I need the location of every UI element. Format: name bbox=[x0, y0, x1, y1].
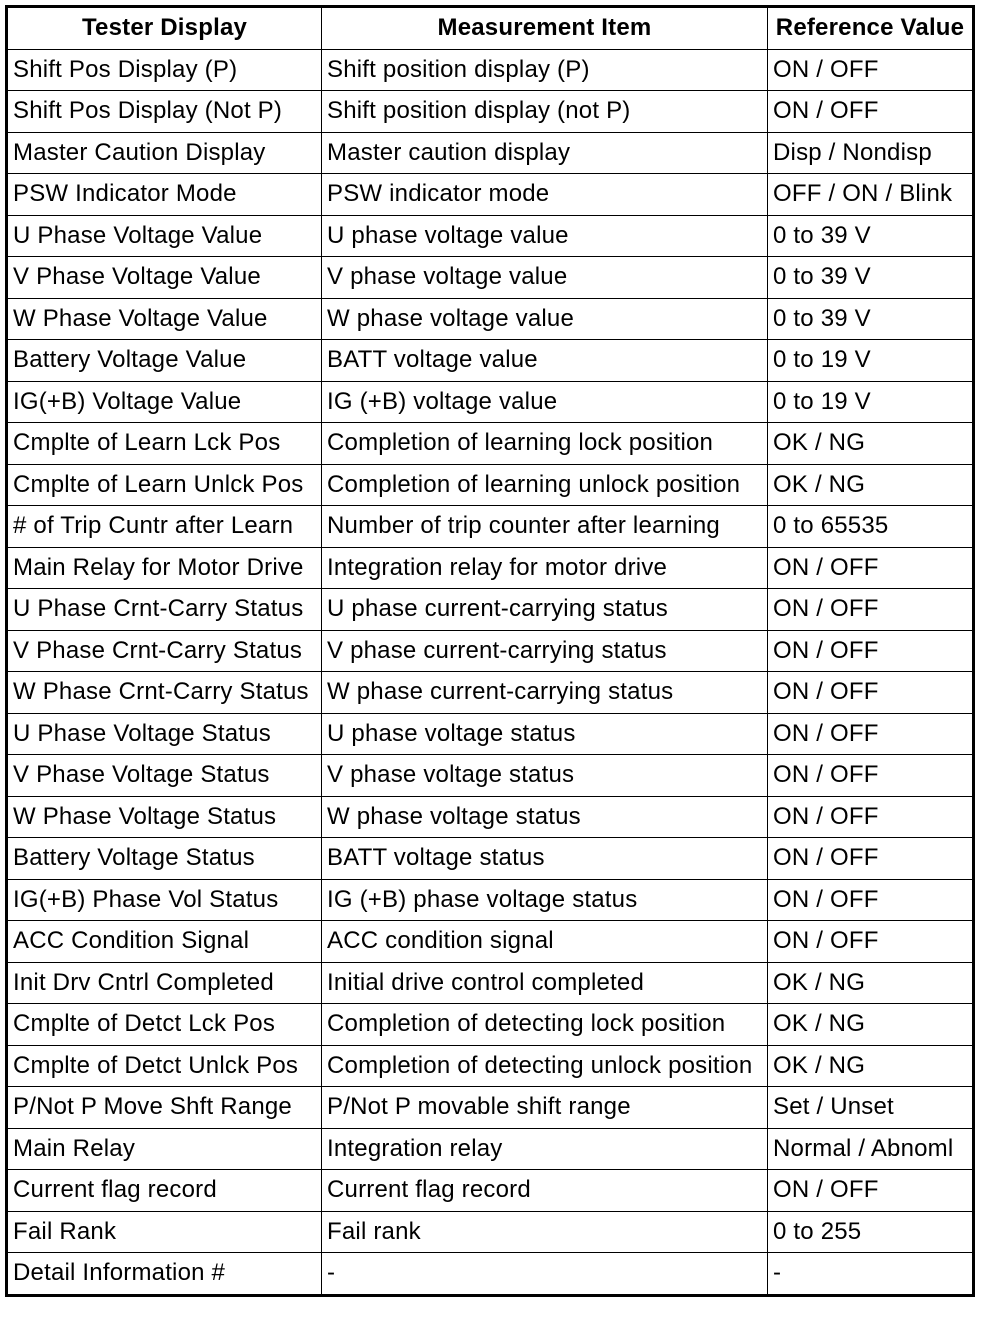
tester-display-cell: U Phase Crnt-Carry Status bbox=[7, 589, 322, 631]
reference-value-cell: 0 to 19 V bbox=[768, 381, 974, 423]
reference-value-cell: ON / OFF bbox=[768, 49, 974, 91]
reference-table-container bbox=[5, 5, 972, 1297]
table-row bbox=[7, 672, 974, 714]
table-row bbox=[7, 174, 974, 216]
reference-value-cell: Normal / Abnoml bbox=[768, 1128, 974, 1170]
measurement-item-cell: Fail rank bbox=[322, 1211, 768, 1253]
reference-value-cell: OK / NG bbox=[768, 423, 974, 465]
reference-value-cell: OK / NG bbox=[768, 1045, 974, 1087]
measurement-item-cell: U phase voltage status bbox=[322, 713, 768, 755]
tester-display-cell: Shift Pos Display (P) bbox=[7, 49, 322, 91]
tester-display-cell: Master Caution Display bbox=[7, 132, 322, 174]
table-row bbox=[7, 257, 974, 299]
tester-display-cell: V Phase Voltage Value bbox=[7, 257, 322, 299]
measurement-item-cell: V phase current-carrying status bbox=[322, 630, 768, 672]
table-row bbox=[7, 1211, 974, 1253]
table-row bbox=[7, 340, 974, 382]
reference-value-cell: 0 to 39 V bbox=[768, 298, 974, 340]
table-row bbox=[7, 755, 974, 797]
tester-display-cell: Battery Voltage Status bbox=[7, 838, 322, 880]
tester-display-cell: V Phase Crnt-Carry Status bbox=[7, 630, 322, 672]
table-row bbox=[7, 1128, 974, 1170]
table-row bbox=[7, 1170, 974, 1212]
measurement-item-cell: V phase voltage status bbox=[322, 755, 768, 797]
table-row bbox=[7, 215, 974, 257]
header-reference-value: Reference Value bbox=[768, 7, 974, 50]
header-tester-display: Tester Display bbox=[7, 7, 322, 50]
tester-display-cell: W Phase Voltage Status bbox=[7, 796, 322, 838]
measurement-item-cell: Completion of learning lock position bbox=[322, 423, 768, 465]
tester-display-cell: Cmplte of Detct Lck Pos bbox=[7, 1004, 322, 1046]
reference-value-cell: OK / NG bbox=[768, 962, 974, 1004]
measurement-item-cell: W phase current-carrying status bbox=[322, 672, 768, 714]
measurement-item-cell: W phase voltage status bbox=[322, 796, 768, 838]
measurement-item-cell: Completion of detecting unlock position bbox=[322, 1045, 768, 1087]
tester-display-cell: Fail Rank bbox=[7, 1211, 322, 1253]
table-row bbox=[7, 381, 974, 423]
tester-display-cell: Cmplte of Learn Lck Pos bbox=[7, 423, 322, 465]
tester-display-cell: IG(+B) Voltage Value bbox=[7, 381, 322, 423]
tester-display-cell: IG(+B) Phase Vol Status bbox=[7, 879, 322, 921]
reference-value-cell: ON / OFF bbox=[768, 91, 974, 133]
table-row bbox=[7, 506, 974, 548]
measurement-item-cell: P/Not P movable shift range bbox=[322, 1087, 768, 1129]
reference-value-cell: ON / OFF bbox=[768, 796, 974, 838]
measurement-item-cell: Shift position display (P) bbox=[322, 49, 768, 91]
reference-value-cell: 0 to 255 bbox=[768, 1211, 974, 1253]
table-row bbox=[7, 796, 974, 838]
header-measurement-item: Measurement Item bbox=[322, 7, 768, 50]
measurement-item-cell: BATT voltage value bbox=[322, 340, 768, 382]
reference-table bbox=[5, 5, 975, 1297]
measurement-item-cell: ACC condition signal bbox=[322, 921, 768, 963]
table-row bbox=[7, 962, 974, 1004]
reference-value-cell: - bbox=[768, 1253, 974, 1296]
measurement-item-cell: Shift position display (not P) bbox=[322, 91, 768, 133]
measurement-item-cell: Number of trip counter after learning bbox=[322, 506, 768, 548]
table-body bbox=[7, 49, 974, 1295]
measurement-item-cell: IG (+B) phase voltage status bbox=[322, 879, 768, 921]
tester-display-cell: Battery Voltage Value bbox=[7, 340, 322, 382]
tester-display-cell: V Phase Voltage Status bbox=[7, 755, 322, 797]
reference-value-cell: ON / OFF bbox=[768, 547, 974, 589]
table-header-row bbox=[7, 7, 974, 50]
measurement-item-cell: BATT voltage status bbox=[322, 838, 768, 880]
table-row bbox=[7, 132, 974, 174]
table-row bbox=[7, 547, 974, 589]
reference-value-cell: ON / OFF bbox=[768, 921, 974, 963]
measurement-item-cell: V phase voltage value bbox=[322, 257, 768, 299]
tester-display-cell: Main Relay bbox=[7, 1128, 322, 1170]
reference-value-cell: ON / OFF bbox=[768, 838, 974, 880]
reference-value-cell: ON / OFF bbox=[768, 713, 974, 755]
table-row bbox=[7, 464, 974, 506]
tester-display-cell: U Phase Voltage Status bbox=[7, 713, 322, 755]
measurement-item-cell: Integration relay bbox=[322, 1128, 768, 1170]
table-row bbox=[7, 879, 974, 921]
tester-display-cell: PSW Indicator Mode bbox=[7, 174, 322, 216]
tester-display-cell: Detail Information # bbox=[7, 1253, 322, 1296]
tester-display-cell: Main Relay for Motor Drive bbox=[7, 547, 322, 589]
tester-display-cell: W Phase Voltage Value bbox=[7, 298, 322, 340]
table-row bbox=[7, 1087, 974, 1129]
table-row bbox=[7, 91, 974, 133]
tester-display-cell: U Phase Voltage Value bbox=[7, 215, 322, 257]
tester-display-cell: Shift Pos Display (Not P) bbox=[7, 91, 322, 133]
reference-value-cell: OFF / ON / Blink bbox=[768, 174, 974, 216]
table-row bbox=[7, 838, 974, 880]
table-row bbox=[7, 298, 974, 340]
measurement-item-cell: Initial drive control completed bbox=[322, 962, 768, 1004]
tester-display-cell: ACC Condition Signal bbox=[7, 921, 322, 963]
tester-display-cell: W Phase Crnt-Carry Status bbox=[7, 672, 322, 714]
measurement-item-cell: - bbox=[322, 1253, 768, 1296]
table-row bbox=[7, 1253, 974, 1296]
table-row bbox=[7, 921, 974, 963]
table-row bbox=[7, 423, 974, 465]
measurement-item-cell: Master caution display bbox=[322, 132, 768, 174]
reference-value-cell: 0 to 19 V bbox=[768, 340, 974, 382]
measurement-item-cell: U phase current-carrying status bbox=[322, 589, 768, 631]
table-row bbox=[7, 630, 974, 672]
tester-display-cell: Cmplte of Learn Unlck Pos bbox=[7, 464, 322, 506]
tester-display-cell: # of Trip Cuntr after Learn bbox=[7, 506, 322, 548]
reference-value-cell: ON / OFF bbox=[768, 1170, 974, 1212]
table-row bbox=[7, 1045, 974, 1087]
reference-value-cell: OK / NG bbox=[768, 1004, 974, 1046]
measurement-item-cell: Integration relay for motor drive bbox=[322, 547, 768, 589]
tester-display-cell: Cmplte of Detct Unlck Pos bbox=[7, 1045, 322, 1087]
measurement-item-cell: W phase voltage value bbox=[322, 298, 768, 340]
tester-display-cell: Init Drv Cntrl Completed bbox=[7, 962, 322, 1004]
reference-value-cell: 0 to 39 V bbox=[768, 257, 974, 299]
measurement-item-cell: U phase voltage value bbox=[322, 215, 768, 257]
reference-value-cell: Set / Unset bbox=[768, 1087, 974, 1129]
measurement-item-cell: Completion of detecting lock position bbox=[322, 1004, 768, 1046]
measurement-item-cell: IG (+B) voltage value bbox=[322, 381, 768, 423]
reference-value-cell: ON / OFF bbox=[768, 879, 974, 921]
tester-display-cell: P/Not P Move Shft Range bbox=[7, 1087, 322, 1129]
measurement-item-cell: Current flag record bbox=[322, 1170, 768, 1212]
reference-value-cell: ON / OFF bbox=[768, 589, 974, 631]
table-row bbox=[7, 713, 974, 755]
reference-value-cell: ON / OFF bbox=[768, 755, 974, 797]
table-row bbox=[7, 589, 974, 631]
reference-value-cell: 0 to 65535 bbox=[768, 506, 974, 548]
reference-value-cell: Disp / Nondisp bbox=[768, 132, 974, 174]
tester-display-cell: Current flag record bbox=[7, 1170, 322, 1212]
reference-value-cell: ON / OFF bbox=[768, 672, 974, 714]
measurement-item-cell: Completion of learning unlock position bbox=[322, 464, 768, 506]
measurement-item-cell: PSW indicator mode bbox=[322, 174, 768, 216]
table-row bbox=[7, 1004, 974, 1046]
table-row bbox=[7, 49, 974, 91]
reference-value-cell: ON / OFF bbox=[768, 630, 974, 672]
reference-value-cell: 0 to 39 V bbox=[768, 215, 974, 257]
reference-value-cell: OK / NG bbox=[768, 464, 974, 506]
